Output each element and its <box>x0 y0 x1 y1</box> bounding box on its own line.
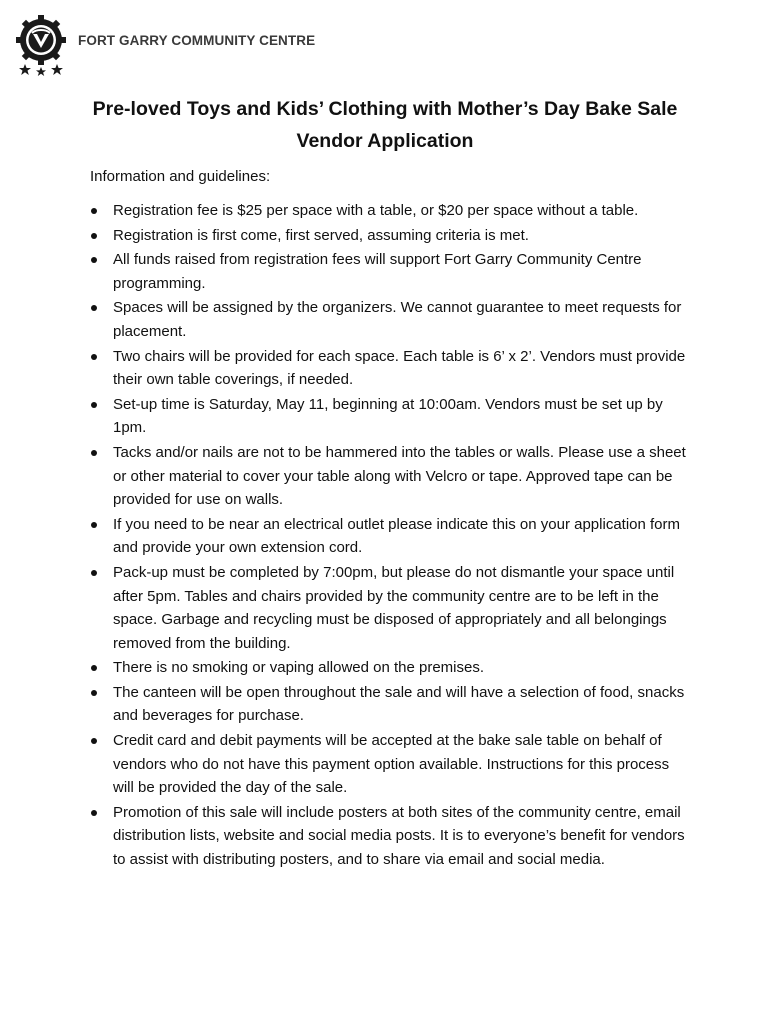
guideline-item <box>90 345 690 392</box>
title-line-2: Vendor Application <box>296 130 474 152</box>
bullet-icon <box>91 570 97 576</box>
guideline-text: If you need to be near an electrical outlet please indicate this on your application form and provide your own extension cord. <box>113 515 681 557</box>
guideline-text: The canteen will be open throughout the sale and will have a selection of food, snacks and beverages for purchase. <box>113 683 685 725</box>
guideline-item <box>90 224 690 248</box>
bullet-icon <box>91 233 97 239</box>
guideline-item <box>90 296 690 343</box>
bullet-icon <box>91 665 97 671</box>
guideline-item <box>90 561 690 655</box>
guideline-item <box>90 393 690 440</box>
bullet-icon <box>91 257 97 263</box>
bullet-icon <box>91 402 97 408</box>
bullet-icon <box>91 810 97 816</box>
guideline-item <box>90 681 690 728</box>
guideline-item <box>90 441 690 512</box>
title-line-1: Pre-loved Toys and Kids’ Clothing with Mother’s Day Bake Sale <box>92 98 678 120</box>
bullet-icon <box>91 450 97 456</box>
guideline-text: Tacks and/or nails are not to be hammered into the tables or walls. Please use a sheet or other material to cover your table along with Velcro or tape. Approved tape can be provided for use on walls. <box>113 443 686 509</box>
guideline-text: All funds raised from registration fees will support Fort Garry Community Centre programming. <box>113 251 642 292</box>
guideline-text: Registration is first come, first served, assuming criteria is met. <box>113 226 529 244</box>
page-header <box>14 12 315 76</box>
guideline-text: Two chairs will be provided for each space. Each table is 6’ x 2’. Vendors must provide their own table coverings, if needed. <box>113 347 686 389</box>
bullet-icon <box>91 305 97 311</box>
guideline-item <box>90 729 690 800</box>
guideline-text: Credit card and debit payments will be accepted at the bake sale table on behalf of vendors who do not have this payment option available. Instructions for this process will be provided the day of the sale. <box>113 732 670 797</box>
guideline-item <box>90 656 690 680</box>
document-title <box>40 93 730 157</box>
bullet-icon <box>91 522 97 528</box>
guideline-item <box>90 801 690 872</box>
intro-text: Information and guidelines: <box>90 168 271 185</box>
community-centre-logo <box>14 12 72 76</box>
organization-name: FORT GARRY COMMUNITY CENTRE <box>78 32 316 48</box>
guideline-text: Spaces will be assigned by the organizers. We cannot guarantee to meet requests for placement. <box>113 299 682 340</box>
guideline-item <box>90 513 690 560</box>
guideline-text: Pack-up must be completed by 7:00pm, but please do not dismantle your space until after 5pm. Tables and chairs provided by the community centre are to be left in the space. Garbage and recycling must be disposed of appropriately and all belongings removed from the building. <box>113 563 675 652</box>
guideline-text: Promotion of this sale will include posters at both sites of the community centre, email distribution lists, website and social media posts. It is to everyone’s benefit for vendors to assist with distributing posters, and to share via email and social media. <box>113 803 685 869</box>
bullet-icon <box>91 690 97 696</box>
bullet-icon <box>91 738 97 744</box>
guideline-text: There is no smoking or vaping allowed on the premises. <box>113 659 485 677</box>
bullet-icon <box>91 354 97 360</box>
guideline-text: Registration fee is $25 per space with a table, or $20 per space without a table. <box>113 202 639 219</box>
guideline-text: Set-up time is Saturday, May 11, beginning at 10:00am. Vendors must be set up by 1pm. <box>113 395 663 437</box>
guidelines-list <box>90 199 690 873</box>
guideline-item <box>90 248 690 295</box>
guideline-item <box>90 199 690 223</box>
bullet-icon <box>91 208 97 214</box>
